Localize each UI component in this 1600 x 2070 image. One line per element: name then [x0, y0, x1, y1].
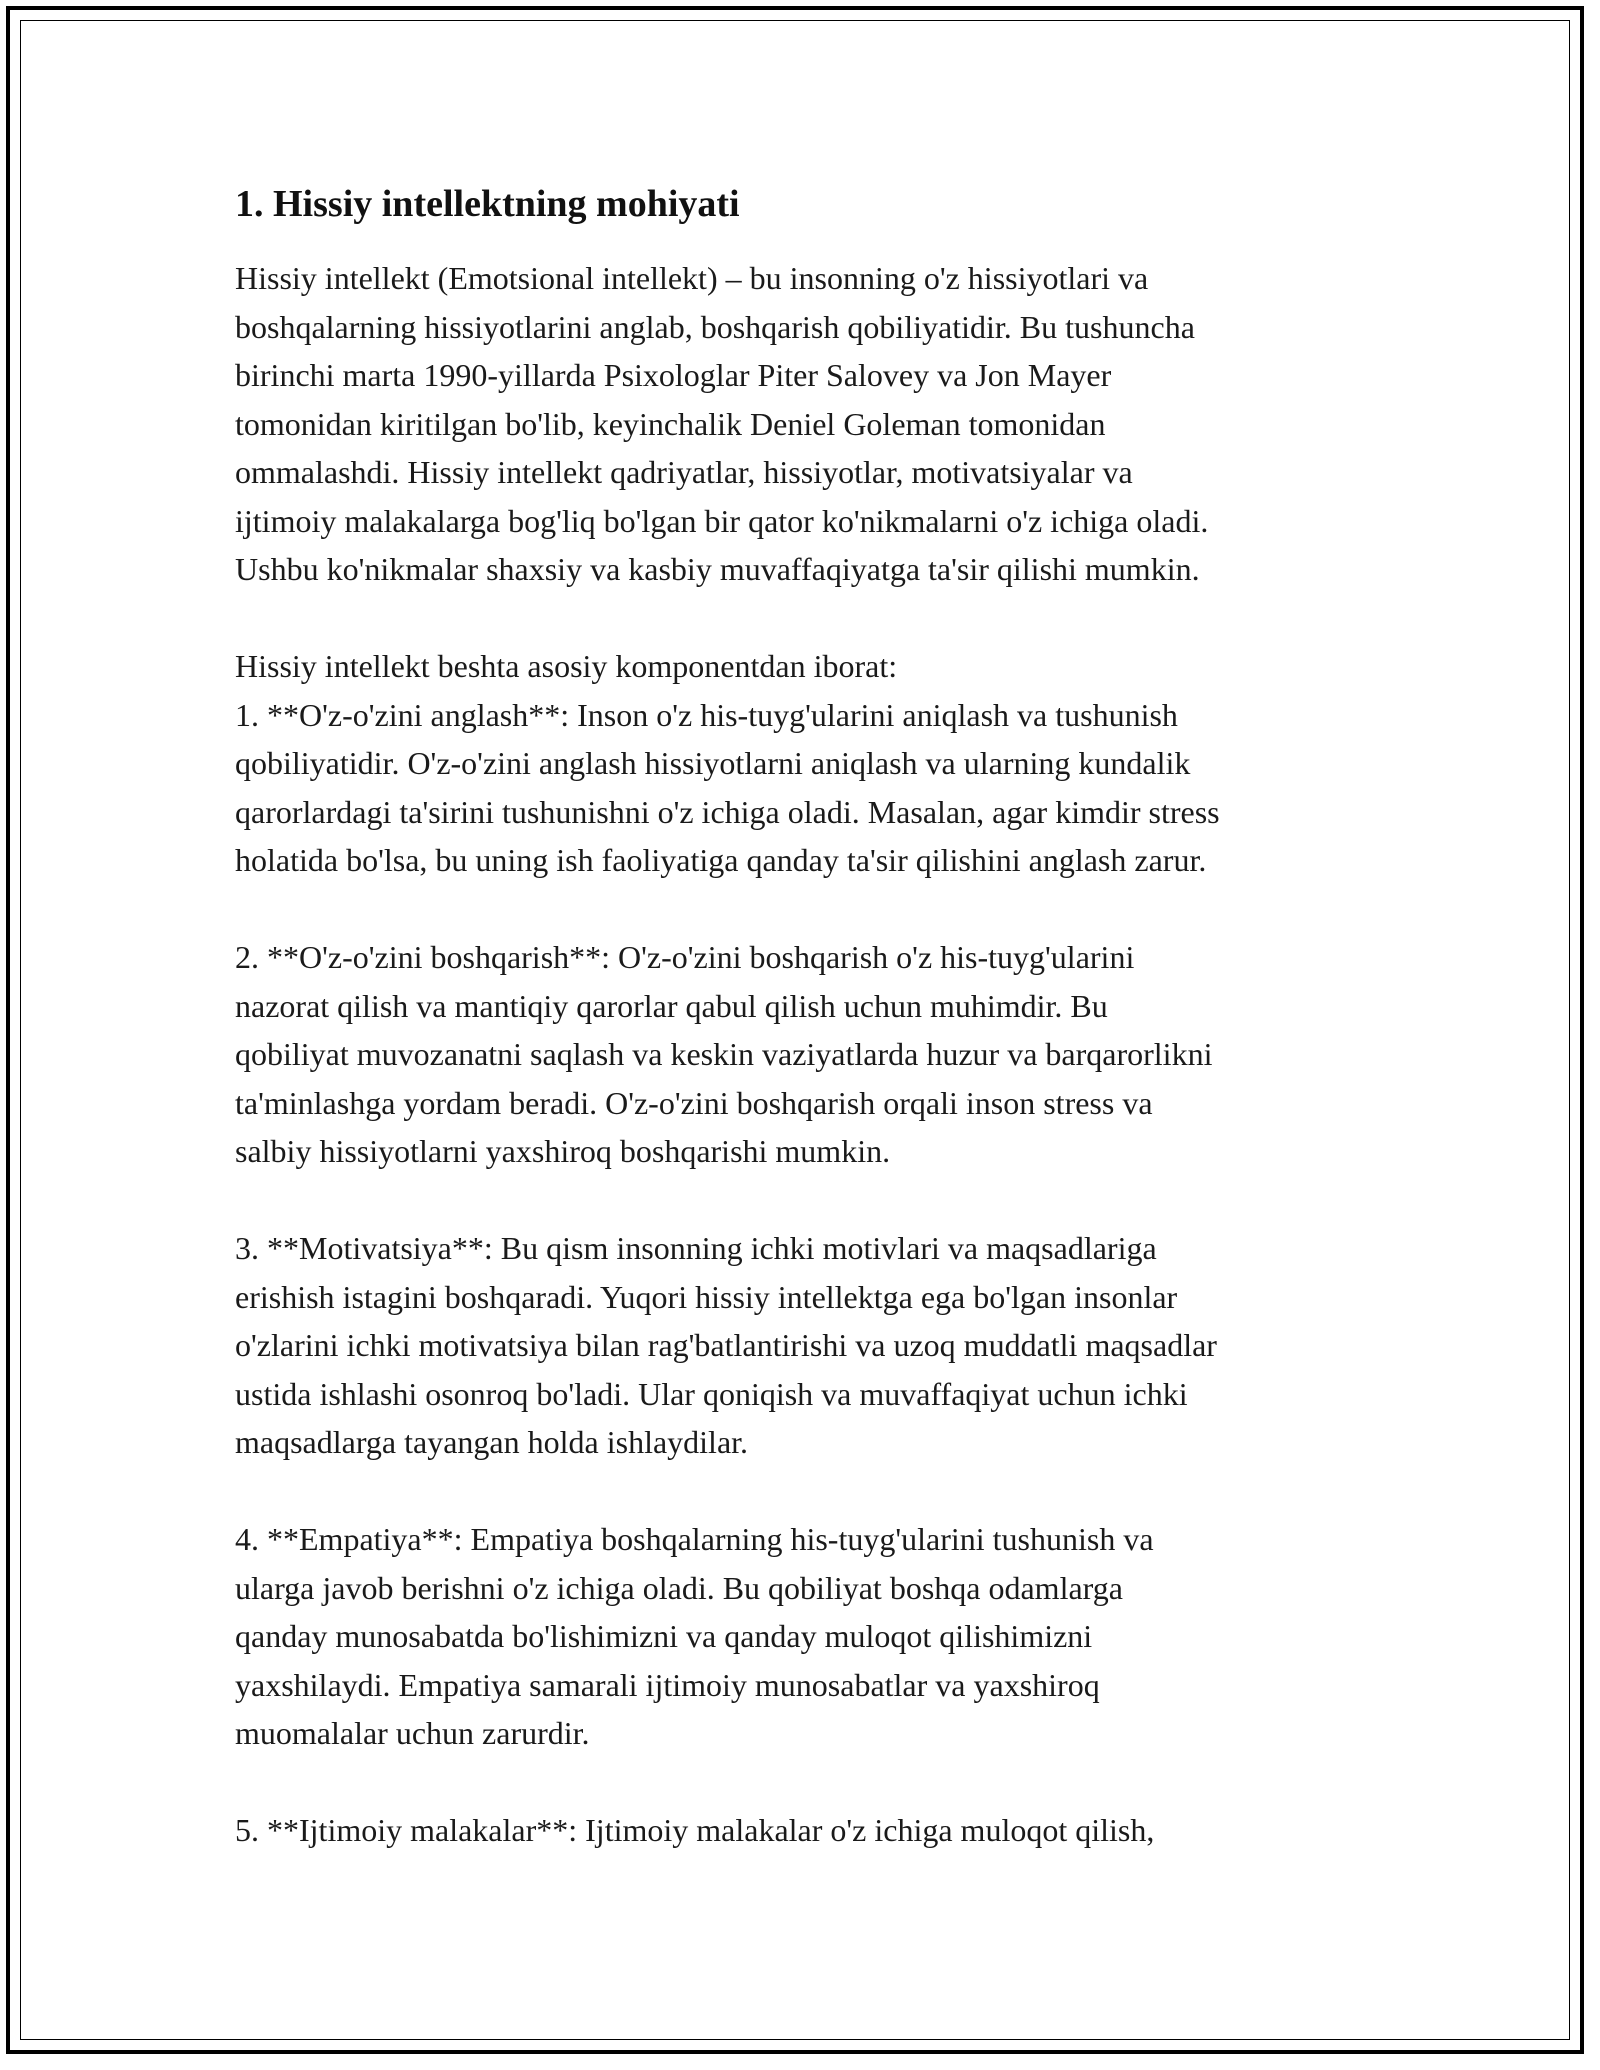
text-line: boshqalarning hissiyotlarini anglab, boshqarish qobiliyatidir. Bu tushuncha: [235, 308, 1195, 345]
text-line: 3. **Motivatsiya**: Bu qism insonning ichki motivlari va maqsadlariga: [235, 1230, 1157, 1266]
text-line: 4. **Empatiya**: Empatiya boshqalarning his-tuyg'ularini tushunish va: [235, 1521, 1154, 1557]
text-line: salbiy hissiyotlarni yaxshiroq boshqarishi mumkin.: [235, 1133, 891, 1169]
text-line: 5. **Ijtimoiy malakalar**: Ijtimoiy malakalar o'z ichiga muloqot qilish,: [235, 1812, 1155, 1848]
text-line: erishish istagini boshqaradi. Yuqori hissiy intellektga ega bo'lgan insonlar: [235, 1278, 1178, 1315]
text-line: ustida ishlashi osonroq bo'ladi. Ular qoniqish va muvaffaqiyat uchun ichki: [235, 1375, 1188, 1412]
text-line: ta'minlashga yordam beradi. O'z-o'zini boshqarish orqali inson stress va: [235, 1084, 1153, 1121]
text-line: qarorlardagi ta'sirini tushunishni o'z ichiga oladi. Masalan, agar kimdir stress: [235, 793, 1220, 830]
section-heading: 1. Hissiy intellektning mohiyati: [235, 183, 740, 225]
paragraph-self-regulation: [235, 933, 1385, 1176]
text-line: holatida bo'lsa, bu uning ish faoliyatiga qanday ta'sir qilishini anglash zarur.: [235, 842, 1207, 878]
text-line: Hissiy intellekt beshta asosiy komponentdan iborat:: [235, 648, 898, 684]
text-line: nazorat qilish va mantiqiy qarorlar qabul qilish uchun muhimdir. Bu: [235, 987, 1108, 1024]
text-line: tomonidan kiritilgan bo'lib, keyinchalik Deniel Goleman tomonidan: [235, 405, 1106, 442]
document-body: [235, 178, 1385, 1855]
text-line: maqsadlarga tayangan holda ishlaydilar.: [235, 1424, 749, 1460]
text-line: qobiliyat muvozanatni saqlash va keskin vaziyatlarda huzur va barqarorlikni: [235, 1036, 1213, 1072]
paragraph-empathy: [235, 1515, 1385, 1758]
text-line: Hissiy intellekt (Emotsional intellekt) – bu insonning o'z hissiyotlari va: [235, 260, 1149, 296]
text-line: birinchi marta 1990-yillarda Psixologlar Piter Salovey va Jon Mayer: [235, 357, 1112, 393]
text-line: 1. **O'z-o'zini anglash**: Inson o'z his-tuyg'ularini aniqlash va tushunish: [235, 696, 1178, 733]
text-line: qanday munosabatda bo'lishimizni va qanday muloqot qilishimizni: [235, 1618, 1093, 1654]
text-line: ularga javob berishni o'z ichiga oladi. Bu qobiliyat boshqa odamlarga: [235, 1569, 1123, 1606]
paragraph-components-self-awareness: [235, 642, 1385, 885]
text-line: o'zlarini ichki motivatsiya bilan rag'batlantirishi va uzoq muddatli maqsadlar: [235, 1327, 1217, 1363]
text-line: Ushbu ko'nikmalar shaxsiy va kasbiy muvaffaqiyatga ta'sir qilishi mumkin.: [235, 551, 1200, 587]
text-line: yaxshilaydi. Empatiya samarali ijtimoiy munosabatlar va yaxshiroq: [235, 1666, 1100, 1703]
text-line: ommalashdi. Hissiy intellekt qadriyatlar, hissiyotlar, motivatsiyalar va: [235, 454, 1133, 490]
text-line: muomalalar uchun zarurdir.: [235, 1715, 590, 1751]
text-line: ijtimoiy malakalarga bog'liq bo'lgan bir qator ko'nikmalarni o'z ichiga oladi.: [235, 502, 1209, 539]
paragraph-motivation: [235, 1224, 1385, 1467]
text-line: qobiliyatidir. O'z-o'zini anglash hissiyotlarni aniqlash va ularning kundalik: [235, 745, 1191, 781]
paragraph-intro: [235, 254, 1385, 594]
paragraph-social-skills: [235, 1806, 1385, 1855]
text-line: 2. **O'z-o'zini boshqarish**: O'z-o'zini boshqarish o'z his-tuyg'ularini: [235, 939, 1135, 975]
